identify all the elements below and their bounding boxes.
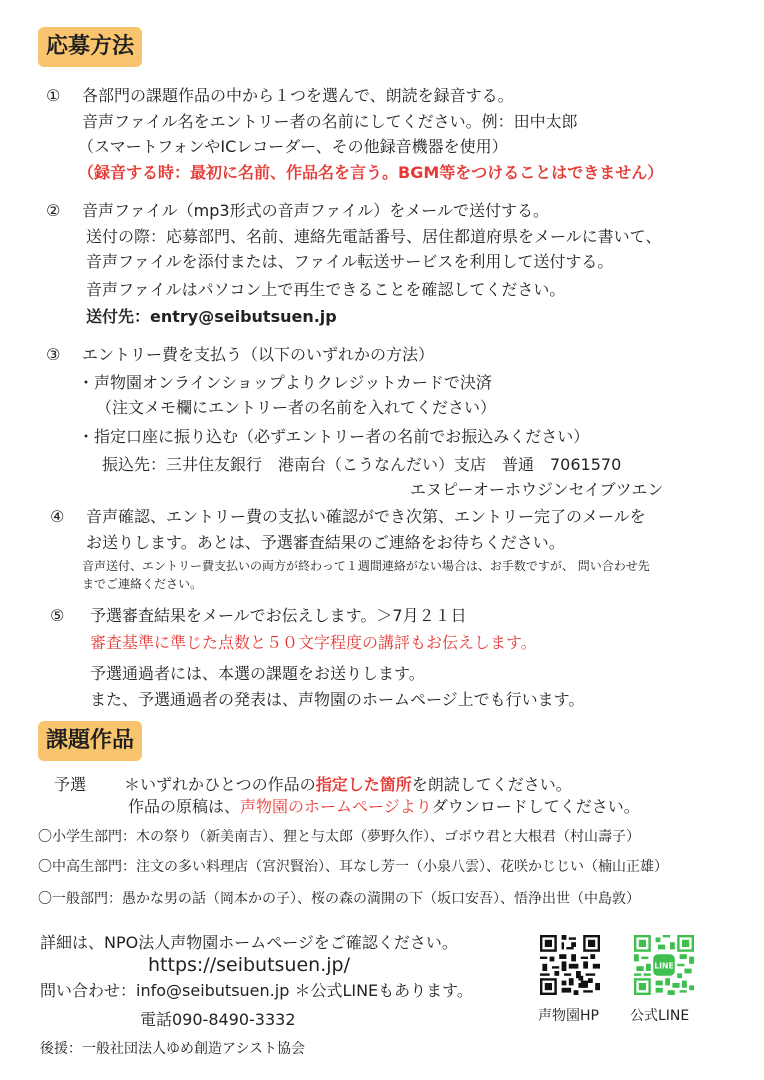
step4-note-line1: 音声送付、エントリー費支払いの両方が終わって１週間連絡がない場合は、お手数ですが、 問い合わせ先 bbox=[82, 559, 650, 573]
step-number-4: ④ bbox=[50, 507, 65, 526]
step1-main: 各部門の課題作品の中から１つを選んで、朗読を録音する。 bbox=[82, 86, 514, 105]
step3-option2: ・指定口座に振り込む（必ずエントリー者の名前でお振込みください） bbox=[78, 427, 590, 446]
step-number-5: ⑤ bbox=[50, 606, 65, 625]
works-instruction-line1-pre: ＊いずれかひとつの作品の bbox=[124, 775, 316, 794]
footer-phone: 電話090-8490-3332 bbox=[140, 1010, 296, 1029]
preliminary-label: 予選 bbox=[54, 775, 87, 794]
step4-main: 音声確認、エントリー費の支払い確認ができ次第、エントリー完了のメールを bbox=[86, 507, 646, 526]
works-instruction-line2-red: 声物園のホームページより bbox=[240, 797, 432, 816]
step2-line4: 音声ファイルはパソコン上で再生できることを確認してください。 bbox=[86, 280, 566, 299]
works-instruction-line2-post: ダウンロードしてください。 bbox=[431, 797, 640, 816]
step3-main: エントリー費を支払う（以下のいずれかの方法） bbox=[82, 345, 435, 364]
step3-option1-note: （注文メモ欄にエントリー者の名前を入れてください） bbox=[96, 398, 497, 417]
step2-line3: 音声ファイルを添付または、ファイル転送サービスを利用して送付する。 bbox=[86, 252, 614, 271]
step1-line2: 音声ファイル名をエントリー者の名前にしてください。例：田中太郎 bbox=[82, 112, 578, 131]
step3-bank-info: 振込先：三井住友銀行 港南台（こうなんだい）支店 普通 7061570 bbox=[102, 455, 622, 474]
works-instruction-line2-pre: 作品の原稿は、 bbox=[128, 797, 241, 816]
qr-homepage-label: 声物園HP bbox=[538, 1008, 599, 1024]
step2-main: 音声ファイル（mp3形式の音声ファイル）をメールで送付する。 bbox=[82, 201, 549, 220]
qr-code-line[interactable] bbox=[634, 935, 694, 995]
step2-line2: 送付の際：応募部門、名前、連絡先電話番号、居住都道府県をメールに書いて、 bbox=[86, 227, 662, 246]
step5-line4: また、予選通過者の発表は、声物園のホームページ上でも行います。 bbox=[90, 690, 585, 709]
footer-contact: 問い合わせ：info@seibutsuen.jp ＊公式LINEもあります。 bbox=[40, 981, 473, 1000]
section-title-application: 応募方法 bbox=[38, 27, 142, 67]
step3-bank-account-name: エヌピーオーホウジンセイブツエン bbox=[410, 480, 664, 499]
step-number-1: ① bbox=[46, 86, 61, 105]
step1-line3: （スマートフォンやICレコーダー、その他録音機器を使用） bbox=[78, 137, 508, 156]
step3-option1: ・声物園オンラインショップよりクレジットカードで決済 bbox=[78, 373, 492, 392]
footer-support: 後援：一般社団法人ゆめ創造アシスト協会 bbox=[40, 1041, 306, 1057]
works-instruction-line1-red: 指定した箇所 bbox=[315, 775, 412, 794]
category-general: 〇一般部門：愚かな男の話（岡本かの子）、桜の森の満開の下（坂口安吾）、悟浄出世（中島敦） bbox=[38, 891, 640, 907]
category-junior-high: 〇中高生部門：注文の多い料理店（宮沢賢治）、耳なし芳一（小泉八雲）、花咲かじじい（楠山正雄） bbox=[38, 859, 668, 875]
step4-note-line2: までご連絡ください。 bbox=[82, 577, 203, 591]
step5-main: 予選審査結果をメールでお伝えします。＞7月２１日 bbox=[90, 606, 467, 625]
step5-red-note: 審査基準に準じた点数と５０文字程度の講評もお伝えします。 bbox=[90, 633, 537, 652]
line-logo-icon: LINE bbox=[654, 961, 674, 971]
step2-destination: 送付先：entry@seibutsuen.jp bbox=[86, 307, 337, 326]
step1-warning: （録音する時：最初に名前、作品名を言う。BGM等をつけることはできません） bbox=[78, 163, 664, 182]
qr-line-label: 公式LINE bbox=[630, 1008, 690, 1024]
footer-url[interactable]: https://seibutsuen.jp/ bbox=[148, 954, 350, 976]
works-instruction-line2 bbox=[128, 796, 640, 818]
step-number-2: ② bbox=[46, 201, 61, 220]
works-instruction-line1-post: を朗読してください。 bbox=[411, 775, 572, 794]
step4-line2: お送りします。あとは、予選審査結果のご連絡をお待ちください。 bbox=[86, 533, 565, 552]
qr-code-homepage[interactable] bbox=[540, 935, 600, 995]
step-number-3: ③ bbox=[46, 345, 61, 364]
works-instruction-line1 bbox=[124, 774, 572, 796]
category-elementary: 〇小学生部門：木の祭り（新美南吉）、狸と与太郎（夢野久作）、ゴボウ君と大根君（村山壽子） bbox=[38, 829, 640, 845]
section-title-works: 課題作品 bbox=[38, 721, 142, 761]
step5-line3: 予選通過者には、本選の課題をお送りします。 bbox=[90, 664, 425, 683]
footer-detail: 詳細は、NPO法人声物園ホームページをご確認ください。 bbox=[40, 933, 458, 952]
